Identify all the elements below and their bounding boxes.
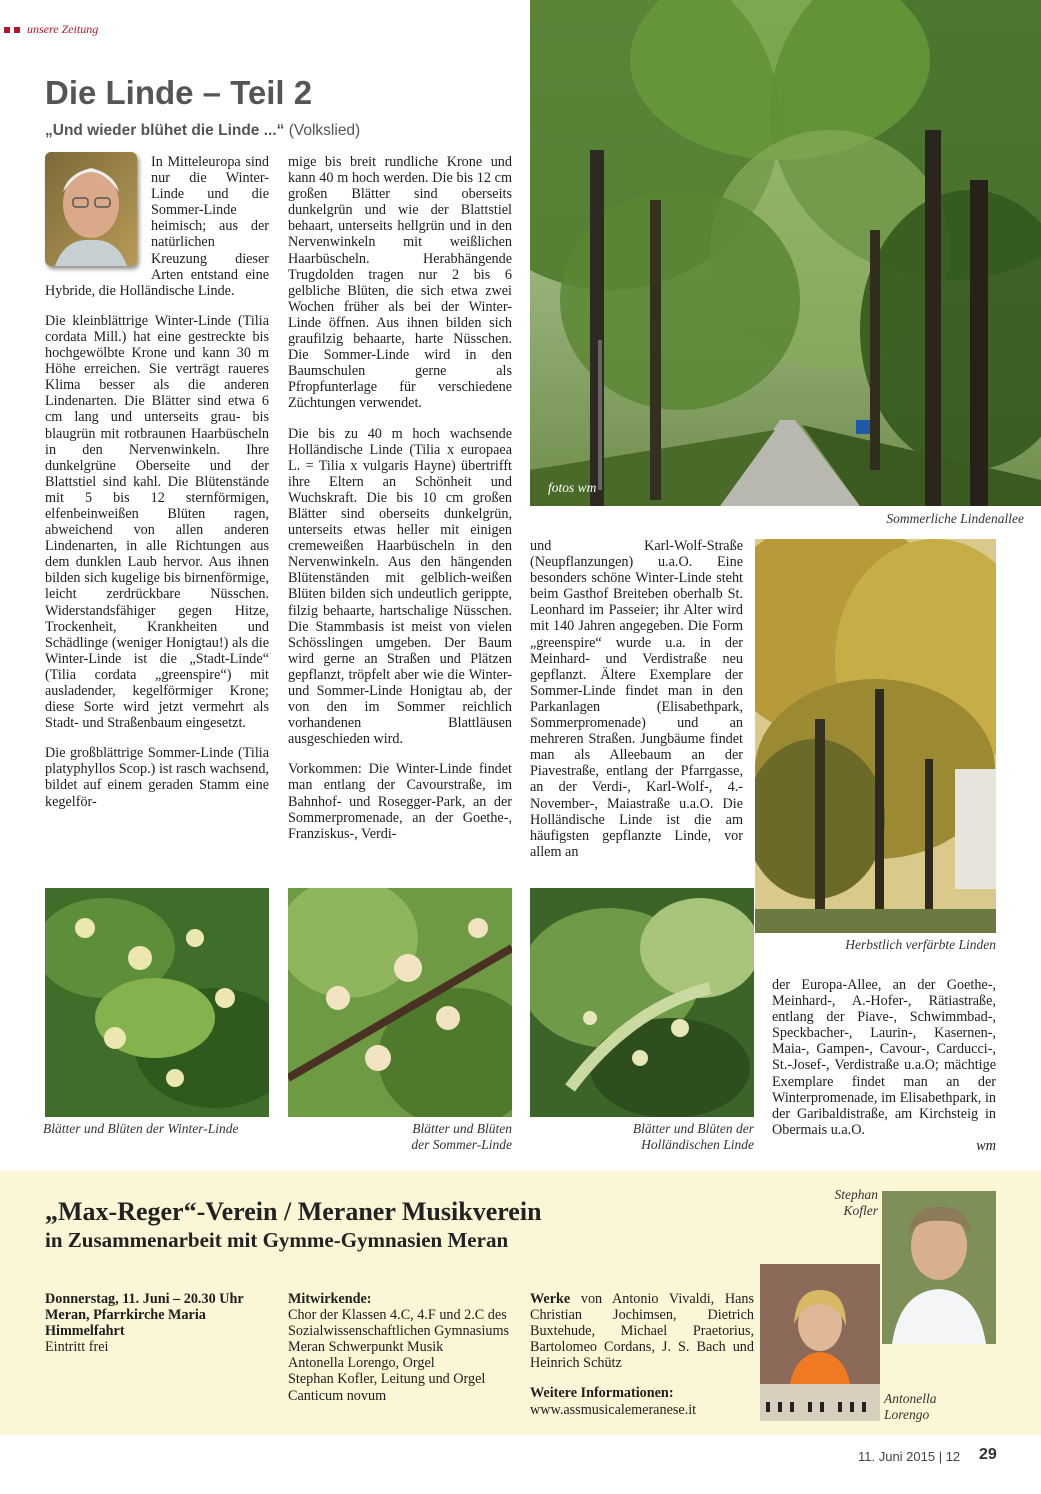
- event-date: Donnerstag, 11. Juni – 20.30 Uhr: [45, 1291, 244, 1307]
- info-url[interactable]: www.assmusicalemeranese.it: [530, 1401, 697, 1418]
- caption-winter-linde: Blätter und Blüten der Winter-Linde: [43, 1121, 239, 1136]
- event-col-1: [45, 1291, 269, 1355]
- photo-credit: fotos wm: [548, 480, 597, 495]
- paragraph: In Mitteleuropa sind nur die Winter-Linde und die Sommer-Linde heimisch; aus der natürlichen Kreuzung dieser Arten entstand eine Hybride, die Holländische Linde.: [45, 154, 269, 299]
- winter-linde-photo: [45, 888, 269, 1117]
- person2-caption: [884, 1391, 984, 1423]
- event-title: [45, 1197, 542, 1253]
- event-entry: Eintritt frei: [45, 1339, 109, 1356]
- caption-line: der Sommer-Linde: [411, 1137, 512, 1152]
- mitwirkende-item: Antonella Lorengo, Orgel: [288, 1355, 435, 1372]
- hollaendische-linde-photo: [530, 888, 754, 1117]
- autumn-photo: [755, 539, 996, 933]
- event-title-line2: in Zusammenarbeit mit Gymme-Gymnasien Meran: [45, 1228, 509, 1252]
- rubric-marker-icon: [4, 27, 10, 33]
- brand-rubric: [4, 22, 98, 37]
- rubric-marker-icon: [14, 27, 20, 33]
- paragraph: und Karl-Wolf-Straße (Neupflanzungen) u.a.O. Eine besonders schöne Winter-Linde steht beim Gasthof Breiteben oberhalb St. Leonhard im Passeier; ihr Alter wird mit 140 Jahren angegeben. Die Form „greenspire“ wurde u.a. in der Meinhard- und Verdistraße neu gepflanzt. Ältere Exemplare der Sommer-Linde findet man in den Parkanlagen (Elisabethpark, Sommerpromenade) und an mehreren Straßen. Jungbäume findet man als Alleebaum an der Piavestraße, entlang der Pfarrgasse, an der Verdi-, Karl-Wolf-, 4.-November-, Maiastraße u.a.O. Die Holländische Linde ist die am häufigsten gepflanzte Linde, vor allem an: [530, 538, 743, 860]
- werke-text: von Antonio Vivaldi, Hans Christian Jochimsen, Dietrich Buxtehude, Michael Praetorius, Bartolomeo Cordans, J. S. Bach und Heinrich Schütz: [530, 1291, 755, 1372]
- caption-line: Blätter und Blüten: [412, 1121, 512, 1136]
- caption-herbst: Herbstlich verfärbte Linden: [845, 937, 996, 952]
- article-subtitle: [45, 122, 360, 140]
- footer-issue: 11. Juni 2015 | 12: [858, 1449, 961, 1464]
- paragraph: Die großblättrige Sommer-Linde (Tilia platyphyllos Scop.) ist rasch wachsend, bildet auf einem geraden Stamm eine kegelför-: [45, 745, 269, 810]
- mitwirkende-label: Mitwirkende:: [288, 1291, 372, 1307]
- column-3: [530, 538, 743, 874]
- person1-caption: [800, 1187, 878, 1219]
- column-1: [45, 154, 269, 824]
- sommer-linde-photo: [288, 888, 512, 1117]
- event-col-2: [288, 1291, 512, 1404]
- event-col-3: [530, 1291, 754, 1418]
- caption-hollaendische-linde: [560, 1121, 754, 1153]
- paragraph: mige bis breit rundliche Krone und kann 40 m hoch werden. Die bis 12 cm großen Blätter sind oberseits dunkelgrün und wie der Blattstiel behaart, unterseits hellgrün und in den Nervenwinkeln mit weißlichen Haarbüscheln. Herabhängende Trugdolden tragen nur 2 bis 6 gelbliche Blüten, die sich etwa zwei Wochen früher als bei der Winter-Linde öffnen. Aus ihnen bilden sich graufilzig behaarte, harte Nüsschen. Die Sommer-Linde wird in den Baumschulen gerne als Pfropfunterlage für verschiedene Züchtungen verwendet.: [288, 154, 512, 412]
- caption-sommer-linde: [330, 1121, 512, 1153]
- paragraph: der Europa-Allee, an der Goethe-, Meinhard-, A.-Hofer-, Rätiastraße, entlang der Piave-, Schwimmbad-, Speckbacher-, Laurin-, Kasernen-, Maia-, Gampen-, Cavour-, Carducci-, St.-Josef-, Verdistraße u.a.O; mächtige Exemplare findet man an der Winterpromenade, im Elisabethpark, in der Garibaldistraße, am Kirchsteig in Obermais u.a.O.: [772, 977, 996, 1138]
- page-number: 29: [979, 1446, 997, 1463]
- caption-line: Antonella: [884, 1391, 937, 1406]
- caption-line: Stephan: [834, 1187, 878, 1202]
- caption-line: Holländischen Linde: [641, 1137, 754, 1152]
- paragraph: Vorkommen: Die Winter-Linde findet man entlang der Cavourstraße, im Bahnhof- und Rosegger-Park, an der Sommerpromenade, an der Goethe-, Franziskus-, Verdi-: [288, 761, 512, 842]
- mitwirkende-item: Stephan Kofler, Leitung und Orgel: [288, 1371, 486, 1388]
- caption-allee: Sommerliche Lindenallee: [886, 511, 1024, 526]
- author-sign: wm: [976, 1137, 996, 1154]
- event-place: Meran, Pfarrkirche Maria Himmelfahrt: [45, 1307, 206, 1340]
- caption-line: Kofler: [843, 1203, 878, 1218]
- event-title-line1: „Max-Reger“-Verein / Meraner Musikverein: [45, 1197, 542, 1226]
- caption-line: Lorengo: [884, 1407, 930, 1422]
- paragraph: Die bis zu 40 m hoch wachsende Holländische Linde (Tilia x europaea L. = Tilia x vulgaris Hayne) übertrifft ihre Eltern an Schönheit und Wuchskraft. Die bis 10 cm großen Blätter sind oberseits dunkelgrün, unterseits etwas heller mit einigen cremeweißen Haarbüscheln in den Nervenwinkeln. Aus den hängenden Blütenständen mit gelblich-weißen Blüten bilden sich undeutlich gerippte, filzig behaarte, hartschalige Nüsschen. Die Stammbasis ist meist von vielen Schösslingen umgeben. Der Baum wird gerne an Straßen und Plätzen gepflanzt, tröpfelt aber wie die Winter- und Sommer-Linde Honigtau ab, der von den im Sommer reichlich vorhandenen Blattläusen ausgeschieden wird.: [288, 425, 512, 748]
- column-2: [288, 154, 512, 856]
- allee-photo: [530, 0, 1041, 506]
- subtitle-quote: „Und wieder blühet die Linde ...“: [45, 122, 285, 139]
- antonella-lorengo-photo: [760, 1264, 880, 1421]
- article-title: Die Linde – Teil 2: [45, 74, 313, 111]
- mitwirkende-text: Chor der Klassen 4.C, 4.F und 2.C des Sozialwissenschaftlichen Gymnasiums Meran Schwerpunkt Musik: [288, 1307, 510, 1356]
- stephan-kofler-photo: [882, 1191, 996, 1344]
- column-4: [772, 977, 996, 1154]
- mitwirkende-item: Canticum novum: [288, 1387, 387, 1404]
- info-label: Weitere Informationen:: [530, 1385, 674, 1402]
- paragraph: Die kleinblättrige Winter-Linde (Tilia cordata Mill.) hat eine gestreckte bis hochgewölbte Krone und kann 30 m Höhe erreichen. Sie verträgt raueres Klima besser als die anderen Lindenarten. Die Blätter sind etwa 6 cm lang und unterseits grau- bis blaugrün mit rotbraunen Haarbüscheln in den Nervenwinkeln. Ihre dunkelgrüne Oberseite und der Blattstiel sind kahl. Die Blütenstände mit 5 bis 12 sternförmigen, elfenbeinweißen Blüten ragen, abweichend von allen anderen Lindenarten, in alle Richtungen aus dem dunklen Laub hervor. Aus ihnen bilden sich kugelige bis birnenförmige, leicht zerdrückbare Nüsschen. Widerstandsfähiger gegen Hitze, Trockenheit, Krankheiten und Schädlinge (weniger Honigtau!) als die Winter-Linde ist die „Stadt-Linde“ (Tilia cordata „greenspire“) mit ausladender, kegelförmiger Krone; diese Sorte wird jetzt vermehrt als Stadt- und Straßenbaum eingesetzt.: [45, 312, 269, 732]
- werke-label: Werke: [530, 1291, 571, 1307]
- caption-line: Blätter und Blüten der: [632, 1121, 754, 1136]
- subtitle-source: (Volkslied): [288, 122, 361, 139]
- brand-name: unsere Zeitung: [27, 22, 99, 36]
